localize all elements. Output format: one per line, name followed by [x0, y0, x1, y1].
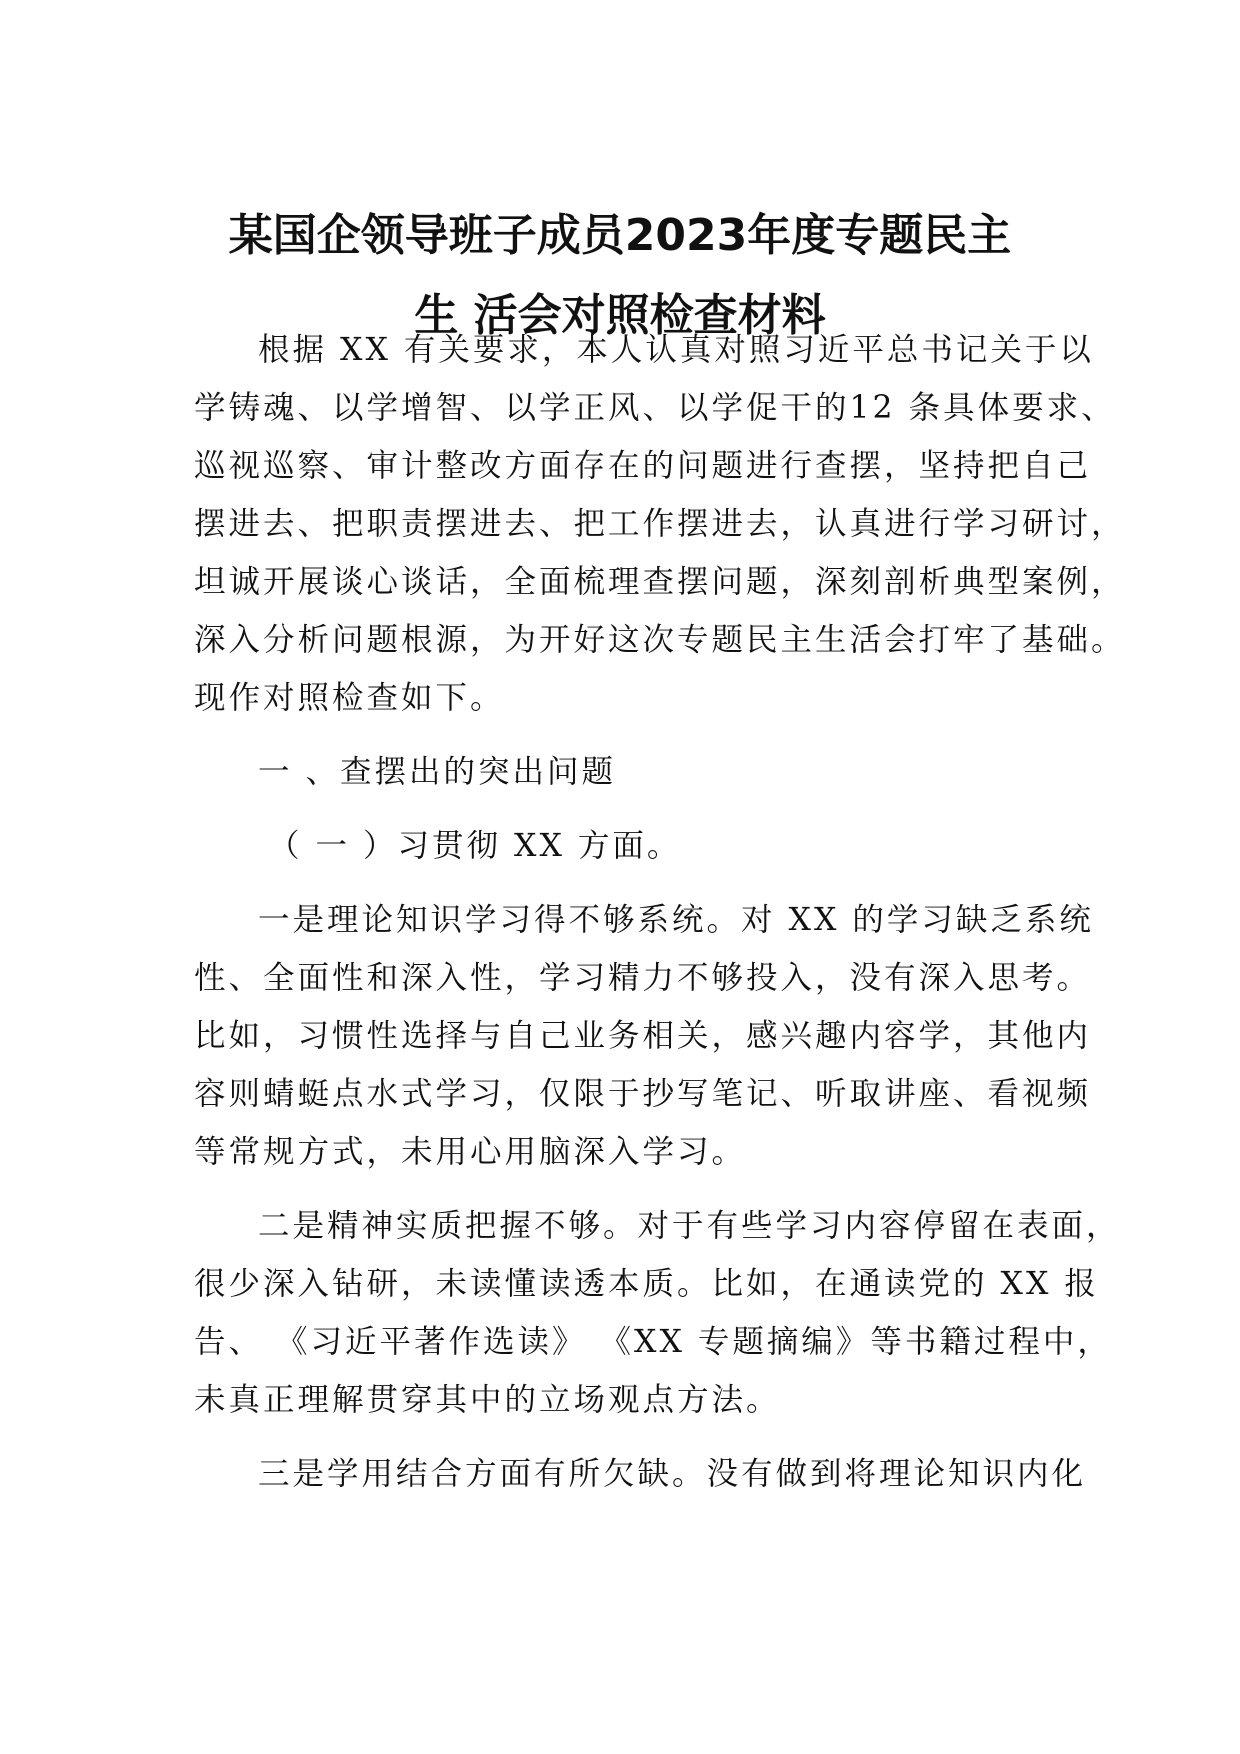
- paragraph-line: 根据 XX 有关要求，本人认真对照习近平总书记关于以: [258, 332, 1094, 368]
- paragraph-line: 等常规方式，未用心用脑深入学习。: [194, 1134, 747, 1170]
- paragraph-line: 现作对照检查如下。: [194, 680, 505, 716]
- paragraph-line: 比如，习惯性选择与自己业务相关，感兴趣内容学，其他内: [194, 1018, 1092, 1054]
- paragraph-line: 很少深入钻研，未读懂读透本质。比如，在通读党的 XX 报: [194, 1266, 1099, 1302]
- document-title-line-1: 某国企领导班子成员2023年度专题民主: [228, 210, 1012, 261]
- paragraph-line: 巡视巡察、审计整改方面存在的问题进行查摆，坚持把自己: [194, 448, 1092, 484]
- paragraph-line: 深入分析问题根源，为开好这次专题民主生活会打牢了基础。: [194, 622, 1126, 658]
- subsection-heading: （ 一 ）习贯彻 XX 方面。: [268, 828, 682, 864]
- paragraph-line: 容则蜻蜓点水式学习，仅限于抄写笔记、听取讲座、看视频: [194, 1076, 1092, 1112]
- document-title-line-2: 生 活会对照检查材料: [414, 290, 826, 341]
- paragraph-line: 告、 《习近平著作选读》 《XX 专题摘编》等书籍过程中，: [194, 1324, 1112, 1360]
- paragraph-line: 一是理论知识学习得不够系统。对 XX 的学习缺乏系统: [258, 902, 1094, 938]
- paragraph-line: 坦诚开展谈心谈话，全面梳理查摆问题，深刻剖析典型案例，: [194, 564, 1126, 600]
- paragraph-line: 学铸魂、以学增智、以学正风、以学促干的12 条具体要求、: [194, 390, 1116, 426]
- section-heading: 一 、查摆出的突出问题: [258, 754, 617, 790]
- paragraph-line: 二是精神实质把握不够。对于有些学习内容停留在表面，: [258, 1208, 1121, 1244]
- paragraph-line: 性、全面性和深入性，学习精力不够投入，没有深入思考。: [194, 960, 1092, 996]
- paragraph-line: 摆进去、把职责摆进去、把工作摆进去，认真进行学习研讨，: [194, 506, 1126, 542]
- paragraph-line: 未真正理解贯穿其中的立场观点方法。: [194, 1382, 781, 1418]
- paragraph-line: 三是学用结合方面有所欠缺。没有做到将理论知识内化: [258, 1456, 1087, 1492]
